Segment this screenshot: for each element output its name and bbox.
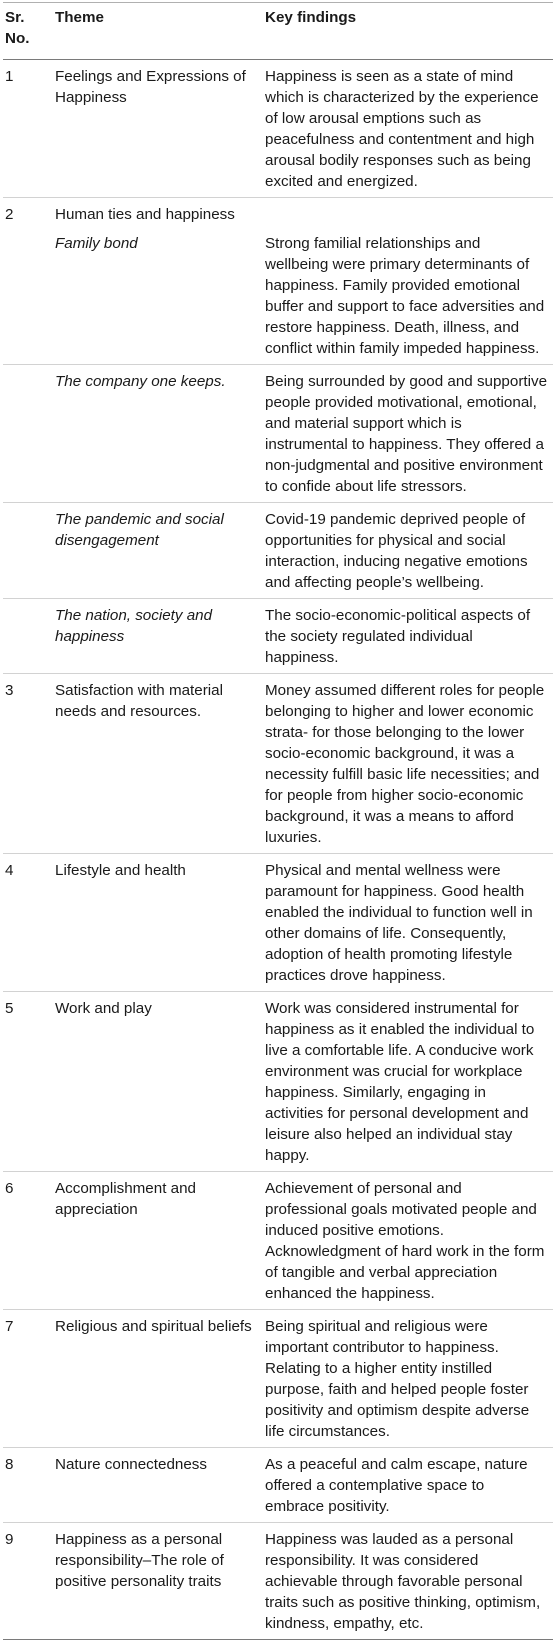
- row-number: 7: [3, 1310, 53, 1448]
- table-row: [3, 1172, 553, 1310]
- row-theme: Happiness as a personal responsibility–The role of positive personality traits: [53, 1523, 263, 1640]
- table-row: [3, 227, 553, 365]
- table-row: [3, 60, 553, 198]
- table-body: [3, 60, 553, 1640]
- table-row: [3, 674, 553, 854]
- row-theme: Lifestyle and health: [53, 854, 263, 992]
- row-findings: Work was considered instrumental for happiness as it enabled the individual to live a comfortable life. A conducive work environment was crucial for workplace happiness. Similarly, engaging in activities for personal development and leisure also helped an individual stay happy.: [263, 992, 553, 1172]
- row-number: [3, 503, 53, 599]
- table-row: [3, 1523, 553, 1640]
- table-row: [3, 992, 553, 1172]
- row-theme: Satisfaction with material needs and resources.: [53, 674, 263, 854]
- row-findings: As a peaceful and calm escape, nature offered a contemplative space to embrace positivity.: [263, 1448, 553, 1523]
- table-row: [3, 854, 553, 992]
- row-findings: Money assumed different roles for people belonging to higher and lower economic strata- for those belonging to the lower socio-economic background, it was a necessity fulfill basic life necessities; and for people from higher socio-economic background, it was a means to afford luxuries.: [263, 674, 553, 854]
- row-theme: Human ties and happiness: [55, 206, 235, 223]
- row-subtheme: The pandemic and social disengagement: [53, 503, 263, 599]
- row-theme: Nature connectedness: [53, 1448, 263, 1523]
- findings-table: [3, 2, 553, 1640]
- row-subtheme: The company one keeps.: [53, 365, 263, 503]
- row-findings: The socio-economic-political aspects of the society regulated individual happiness.: [263, 599, 553, 674]
- table-row: [3, 198, 553, 228]
- row-findings: Physical and mental wellness were paramount for happiness. Good health enabled the individual to function well in other domains of life. Consequently, adoption of health promoting lifestyle practices drove happiness.: [263, 854, 553, 992]
- row-findings: Being surrounded by good and supportive people provided motivational, emotional, and material support which is instrumental to happiness. They offered a non-judgmental and positive environment to confide about life stressors.: [263, 365, 553, 503]
- table-row: [3, 1310, 553, 1448]
- row-findings: Achievement of personal and professional goals motivated people and induced positive emotions. Acknowledgment of hard work in the form of tangible and verbal appreciation enhanced the happiness.: [263, 1172, 553, 1310]
- row-number: [3, 365, 53, 503]
- row-theme: Accomplishment and appreciation: [53, 1172, 263, 1310]
- header-sr-no: Sr. No.: [3, 3, 53, 60]
- row-findings: Happiness was lauded as a personal responsibility. It was considered achievable through favorable personal traits such as positive thinking, optimism, kindness, empathy, etc.: [263, 1523, 553, 1640]
- row-number: 1: [3, 60, 53, 198]
- row-theme: Work and play: [53, 992, 263, 1172]
- row-number: 5: [3, 992, 53, 1172]
- row-findings: Being spiritual and religious were important contributor to happiness. Relating to a higher entity instilled purpose, faith and helped people foster positivity and optimism despite adverse life circumstances.: [263, 1310, 553, 1448]
- row-number: 4: [3, 854, 53, 992]
- row-number: 3: [3, 674, 53, 854]
- table-row: [3, 1448, 553, 1523]
- row-findings: Happiness is seen as a state of mind which is characterized by the experience of low arousal emptions such as peacefulness and contentment and high arousal bodily responses such as being excited and energized.: [263, 60, 553, 198]
- row-subtheme: Family bond: [53, 227, 263, 365]
- row-number: 8: [3, 1448, 53, 1523]
- row-findings: [263, 198, 553, 228]
- row-number: 2: [5, 206, 14, 223]
- row-number: 6: [3, 1172, 53, 1310]
- header-theme: Theme: [53, 3, 263, 60]
- row-number: [3, 599, 53, 674]
- row-theme: Feelings and Expressions of Happiness: [53, 60, 263, 198]
- table-row: [3, 503, 553, 599]
- row-findings: Covid-19 pandemic deprived people of opportunities for physical and social interaction, inducing negative emotions and affecting people’s wellbeing.: [263, 503, 553, 599]
- header-key-findings: Key findings: [263, 3, 553, 60]
- row-findings: Strong familial relationships and wellbeing were primary determinants of happiness. Family provided emotional buffer and support to face adversities and restore happiness. Death, illness, and conflict within family impeded happiness.: [263, 227, 553, 365]
- row-number: 9: [3, 1523, 53, 1640]
- table-row: [3, 599, 553, 674]
- table-row: [3, 365, 553, 503]
- table-header: [3, 3, 553, 60]
- header-row: [3, 3, 553, 60]
- row-subtheme: The nation, society and happiness: [53, 599, 263, 674]
- row-theme: Religious and spiritual beliefs: [53, 1310, 263, 1448]
- row-number: [3, 227, 53, 365]
